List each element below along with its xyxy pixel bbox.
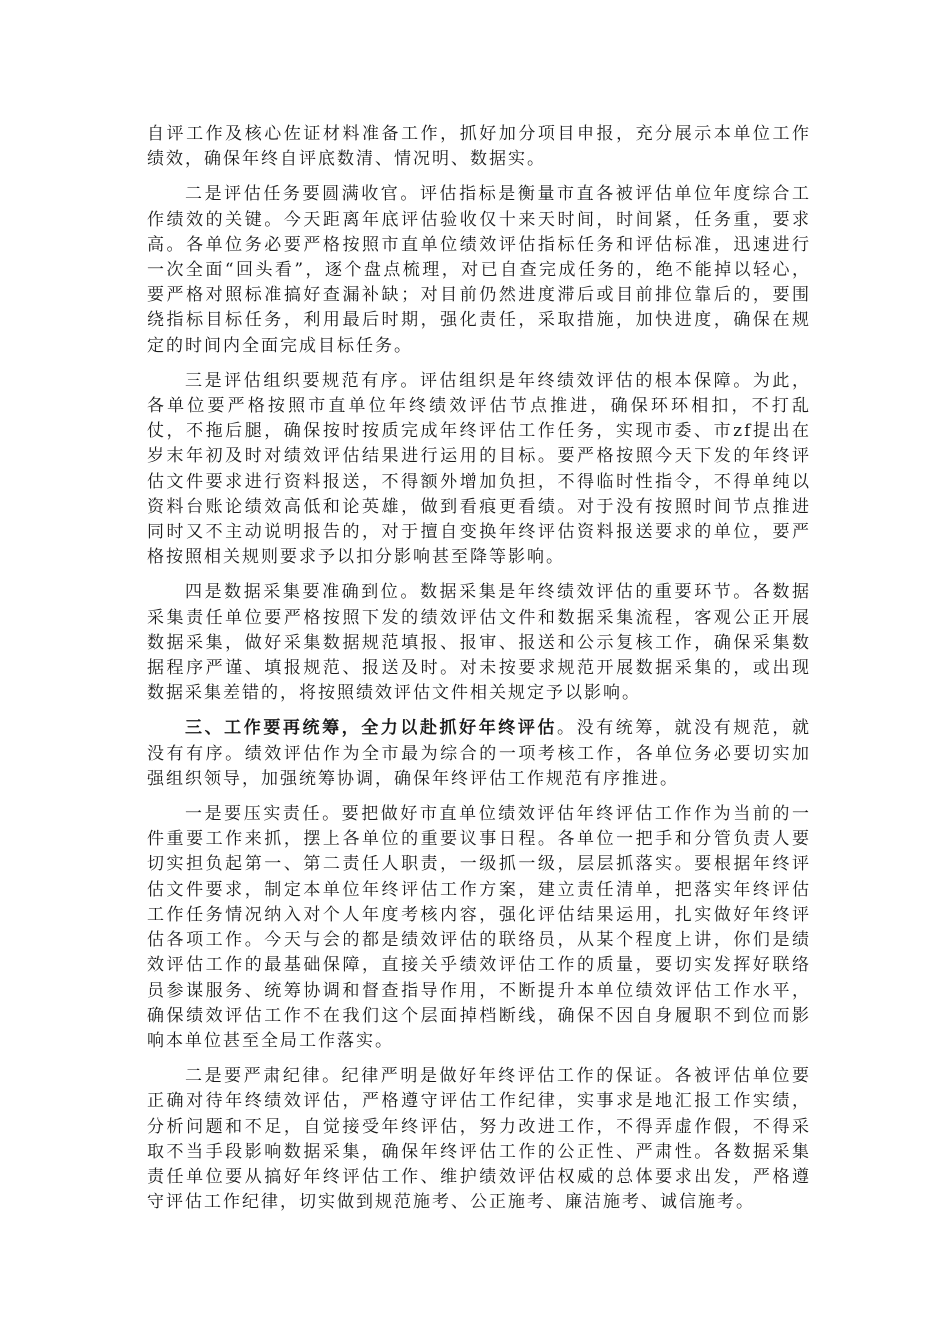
paragraph-continuation: [147, 122, 811, 172]
paragraph-data-collection: [147, 580, 811, 706]
paragraph-text: 二是评估任务要圆满收官。评估指标是衡量市直各被评估单位年度综合工作绩效的关键。今天距离年底评估验收仅十来天时间，时间紧，任务重，要求高。各单位务必要严格按照市直单位绩效评估指标任务和评估标准，迅速进行一次全面“回头看”，逐个盘点梳理，对已自查完成任务的，绝不能掉以轻心，要严格对照标准搞好查漏补缺；对目前仍然进度滞后或目前排位靠后的，要围绕指标目标任务，利用最后时期，强化责任，采取措施，加快进度，确保在规定的时间内全面完成目标任务。: [147, 184, 811, 356]
paragraph-task-completion: [147, 182, 811, 358]
paragraph-text: 三是评估组织要规范有序。评估组织是年终绩效评估的根本保障。为此，各单位要严格按照市直单位年终绩效评估节点推进，确保环环相扣，不打乱仗，不拖后腿，确保按时按质完成年终评估工作任务，实现市委、市zf提出在岁末年初及时对绩效评估结果进行运用的目标。要严格按照今天下发的年终评估文件要求进行资料报送，不得额外增加负担，不得临时性指令，不得单纯以资料台账论绩效高低和论英雄，做到看痕更看绩。对于没有按照时间节点推进同时又不主动说明报告的，对于擅自变换年终评估资料报送要求的单位，要严格按照相关规则要求予以扣分影响甚至降等影响。: [147, 370, 811, 568]
document-body: [147, 122, 811, 1225]
paragraph-text: 一是要压实责任。要把做好市直单位绩效评估年终评估工作作为当前的一件重要工作来抓，摆上各单位的重要议事日程。各单位一把手和分管负责人要切实担负起第一、第二责任人职责，一级抓一级，层层抓落实。要根据年终评估文件要求，制定本单位年终评估工作方案，建立责任清单，把落实年终评估工作任务情况纳入对个人年度考核内容，强化评估结果运用，扎实做好年终评估各项工作。今天与会的都是绩效评估的联络员，从某个程度上讲，你们是绩效评估工作的最基础保障，直接关乎绩效评估工作的质量，要切实发挥好联络员参谋服务、统筹协调和督查指导作用，不断提升本单位绩效评估工作水平，确保绩效评估工作不在我们这个层面掉档断线，确保不因自身履职不到位而影响本单位甚至全局工作落实。: [147, 804, 811, 1051]
paragraph-text: 二是要严肃纪律。纪律严明是做好年终评估工作的保证。各被评估单位要正确对待年终绩效评估，严格遵守评估工作纪律，实事求是地汇报工作实绩，分析问题和不足，自觉接受年终评估，努力改进工作，不得弄虚作假，不得采取不当手段影响数据采集，确保年终评估工作的公正性、严肃性。各数据采集责任单位要从搞好年终评估工作、维护绩效评估权威的总体要求出发，严格遵守评估工作纪律，切实做到规范施考、公正施考、廉洁施考、诚信施考。: [147, 1066, 811, 1213]
paragraph-discipline: [147, 1064, 811, 1215]
paragraph-organization: [147, 369, 811, 571]
paragraph-text: 四是数据采集要准确到位。数据采集是年终绩效评估的重要环节。各数据采集责任单位要严格按照下发的绩效评估文件和数据采集流程，客观公正开展数据采集，做好采集数据规范填报、报审、报送和公示复核工作，确保采集数据程序严谨、填报规范、报送及时。对未按要求规范开展数据采集的，或出现数据采集差错的，将按照绩效评估文件相关规定予以影响。: [147, 582, 811, 704]
section-heading-three: [147, 716, 811, 792]
section-heading-bold: 三、工作要再统筹，全力以赴抓好年终评估: [185, 718, 558, 739]
paragraph-responsibility: [147, 802, 811, 1054]
paragraph-text: 。没有统筹，就没有规范，就没有有序。绩效评估作为全市最为综合的一项考核工作，各单位务必要切实加强组织领导，加强统筹协调，确保年终评估工作规范有序推进。: [147, 718, 812, 789]
paragraph-text: 自评工作及核心佐证材料准备工作，抓好加分项目申报，充分展示本单位工作绩效，确保年终自评底数清、情况明、数据实。: [147, 124, 811, 170]
